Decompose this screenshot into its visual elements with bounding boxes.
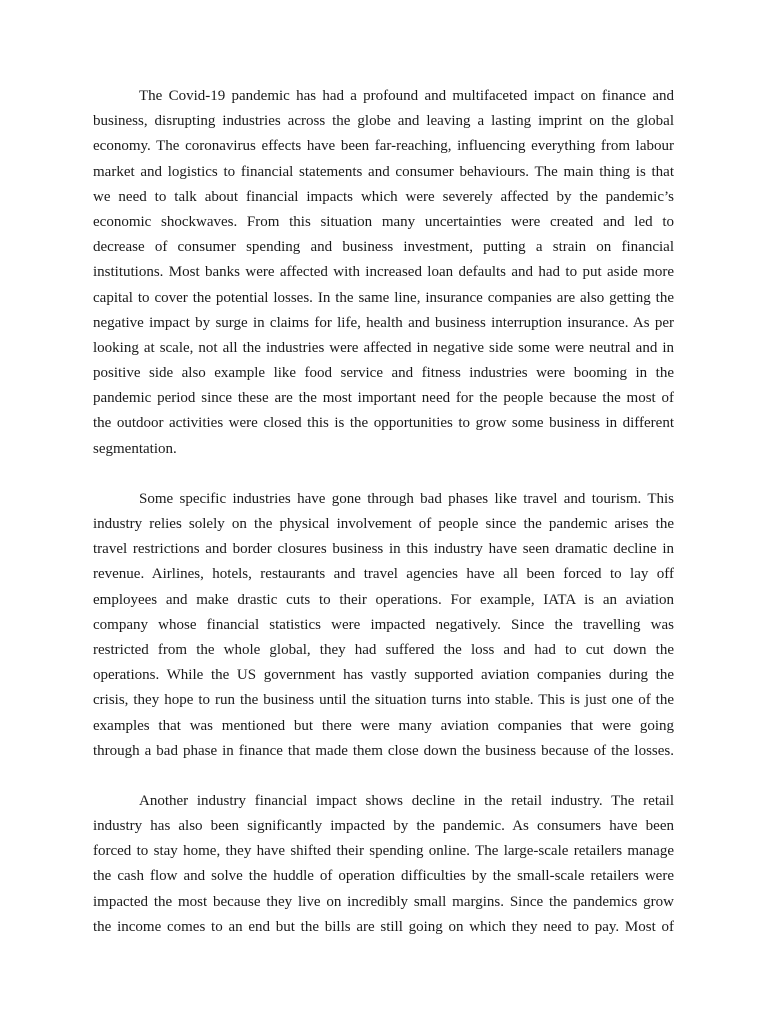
text-line: restricted from the whole global, they had suffered the loss and had to cut down the	[93, 641, 674, 658]
text-line: company whose financial statistics were impacted negatively. Since the travelling was	[93, 616, 674, 633]
text-line: capital to cover the potential losses. In the same line, insurance companies are also getting the	[93, 289, 674, 306]
text-line: travel restrictions and border closures business in this industry have seen dramatic decline in	[93, 541, 674, 558]
text-line: pandemic period since these are the most important need for the people because the most of	[93, 390, 674, 407]
text-line: economy. The coronavirus effects have been far-reaching, influencing everything from labour	[93, 138, 674, 155]
text-line: Another industry financial impact shows decline in the retail industry. The retail	[139, 792, 674, 809]
text-line: industry has also been significantly impacted by the pandemic. As consumers have been	[93, 818, 674, 835]
paragraph-travel-tourism	[93, 487, 674, 764]
text-line: negative impact by surge in claims for life, health and business interruption insurance. As per	[93, 314, 674, 331]
text-line: Some specific industries have gone through bad phases like travel and tourism. This	[139, 490, 674, 507]
text-line: decrease of consumer spending and business investment, putting a strain on financial	[93, 239, 674, 256]
text-line: employees and make drastic cuts to their operations. For example, IATA is an aviation	[93, 591, 674, 608]
paragraph-retail-industry	[93, 789, 674, 940]
text-line: examples that was mentioned but there were many aviation companies that were going	[93, 717, 674, 734]
text-line: we need to talk about financial impacts which were severely affected by the pandemic’s	[93, 188, 674, 205]
text-line: industry relies solely on the physical involvement of people since the pandemic arises the	[93, 516, 674, 532]
text-line: forced to stay home, they have shifted their spending online. The large-scale retailers manage	[93, 843, 674, 860]
paragraph-covid-impact	[93, 84, 674, 462]
text-line: The Covid-19 pandemic has had a profound and multifaceted impact on finance and	[139, 88, 674, 104]
text-line: crisis, they hope to run the business until the situation turns into stable. This is just one of the	[93, 692, 674, 709]
text-line: the outdoor activities were closed this is the opportunities to grow some business in different	[93, 415, 674, 432]
text-line: the income comes to an end but the bills are still going on which they need to pay. Most of	[93, 918, 674, 935]
text-line: revenue. Airlines, hotels, restaurants and travel agencies have all been forced to lay off	[93, 566, 674, 583]
text-line: through a bad phase in finance that made them close down the business because of the losses.	[93, 742, 674, 759]
text-line: positive side also example like food service and fitness industries were booming in the	[93, 365, 674, 382]
text-line: business, disrupting industries across the globe and leaving a lasting imprint on the global	[93, 113, 674, 130]
text-line: economic shockwaves. From this situation many uncertainties were created and led to	[93, 213, 674, 230]
text-line: segmentation.	[93, 440, 177, 457]
text-line: institutions. Most banks were affected with increased loan defaults and had to put aside more	[93, 264, 674, 281]
document-body	[93, 84, 674, 965]
text-line: operations. While the US government has vastly supported aviation companies during the	[93, 667, 674, 684]
text-line: market and logistics to financial statements and consumer behaviours. The main thing is that	[93, 163, 674, 180]
text-line: impacted the most because they live on incredibly small margins. Since the pandemics grow	[93, 893, 674, 910]
text-line: looking at scale, not all the industries were affected in negative side some were neutral and in	[93, 339, 674, 356]
text-line: the cash flow and solve the huddle of operation difficulties by the small-scale retailers were	[93, 868, 674, 885]
